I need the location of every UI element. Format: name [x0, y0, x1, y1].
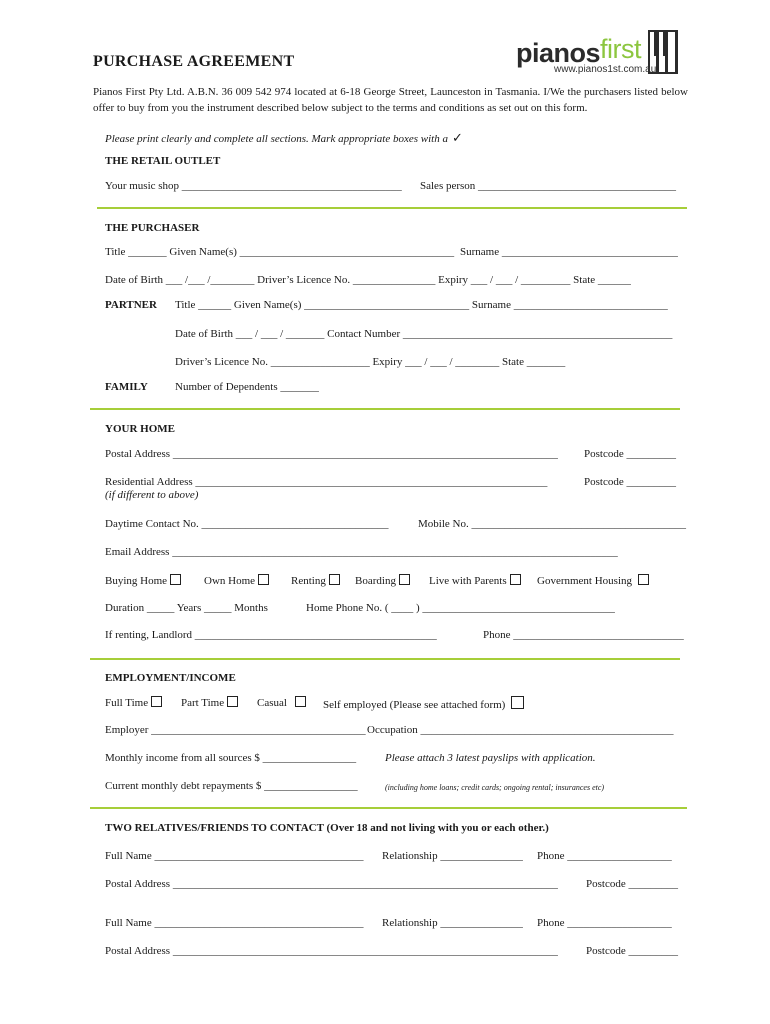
casual-checkbox[interactable] — [295, 696, 306, 707]
postcode-field[interactable]: Postcode _________ — [584, 448, 676, 460]
checkmark-icon: ✓ — [451, 130, 463, 145]
renting-label: Renting — [291, 575, 326, 587]
partner-title-given-field[interactable]: Title ______ Given Name(s) ______________________________ Surname ____________________________ — [175, 299, 668, 311]
self-employed-option[interactable] — [323, 696, 524, 711]
boarding-label: Boarding — [355, 575, 396, 587]
government-housing-checkbox[interactable] — [638, 574, 649, 585]
casual-option[interactable] — [257, 696, 306, 709]
purchaser-dob-licence-field[interactable]: Date of Birth ___ /___ /________ Driver’s Licence No. _______________ Expiry ___ / ___ / _________ State ______ — [105, 274, 631, 286]
retail-outlet-heading: THE RETAIL OUTLET — [105, 155, 221, 167]
logo-word-first: first — [600, 34, 641, 64]
partner-label: PARTNER — [105, 299, 157, 311]
residential-address-field[interactable]: Residential Address ________________________________________________________________ — [105, 476, 548, 488]
relative2-relationship-field[interactable]: Relationship _______________ — [382, 917, 523, 929]
partner-dob-contact-field[interactable]: Date of Birth ___ / ___ / _______ Contact Number _________________________________________________ — [175, 328, 673, 340]
relative1-full-name-field[interactable]: Full Name ______________________________________ — [105, 850, 364, 862]
purchaser-title-given-field[interactable]: Title _______ Given Name(s) _______________________________________ — [105, 246, 455, 258]
dependents-field[interactable]: Number of Dependents _______ — [175, 381, 319, 393]
section-divider — [90, 658, 680, 660]
logo-word-pianos: pianos — [516, 38, 601, 68]
part-time-label: Part Time — [181, 697, 225, 709]
relative1-postal-field[interactable]: Postal Address ______________________________________________________________________ — [105, 878, 558, 890]
section-divider — [90, 408, 680, 410]
monthly-income-field[interactable]: Monthly income from all sources $ _________________ — [105, 752, 357, 764]
live-with-parents-option[interactable] — [429, 574, 521, 587]
buying-home-label: Buying Home — [105, 575, 168, 587]
page-title: PURCHASE AGREEMENT — [93, 53, 295, 70]
own-home-option[interactable] — [204, 574, 269, 587]
relative2-phone-field[interactable]: Phone ___________________ — [537, 917, 672, 929]
relative1-postcode-field[interactable]: Postcode _________ — [586, 878, 678, 890]
debt-repayments-field[interactable]: Current monthly debt repayments $ _________________ — [105, 780, 358, 792]
casual-label: Casual — [257, 697, 287, 709]
employment-heading: EMPLOYMENT/INCOME — [105, 672, 236, 684]
section-divider — [90, 807, 687, 809]
part-time-checkbox[interactable] — [227, 696, 238, 707]
purchaser-surname-field[interactable]: Surname ________________________________ — [460, 246, 678, 258]
full-time-label: Full Time — [105, 697, 149, 709]
partner-licence-field[interactable]: Driver’s Licence No. __________________ Expiry ___ / ___ / ________ State _______ — [175, 356, 566, 368]
live-with-parents-checkbox[interactable] — [510, 574, 521, 585]
self-employed-label: Self employed (Please see attached form) — [323, 699, 506, 711]
logo-url: www.pianos1st.com.au — [554, 64, 657, 75]
renting-option[interactable] — [291, 574, 340, 587]
own-home-checkbox[interactable] — [258, 574, 269, 585]
renting-checkbox[interactable] — [329, 574, 340, 585]
own-home-label: Own Home — [204, 575, 256, 587]
if-different-note: (if different to above) — [105, 489, 199, 501]
occupation-field[interactable]: Occupation ______________________________________________ — [367, 724, 674, 736]
intro-paragraph: Pianos First Pty Ltd. A.B.N. 36 009 542 974 located at 6-18 George Street, Launceston in Tasmania. I/We the purchasers listed below offer to buy from you the instrument described below subject to the terms and conditions as set out on this form. — [93, 86, 688, 114]
buying-home-checkbox[interactable] — [170, 574, 181, 585]
payslips-note: Please attach 3 latest payslips with application. — [385, 752, 596, 764]
section-divider — [97, 207, 687, 209]
daytime-contact-field[interactable]: Daytime Contact No. __________________________________ — [105, 518, 389, 530]
home-phone-field[interactable]: Home Phone No. ( ____ ) ___________________________________ — [306, 602, 615, 614]
relatives-heading: TWO RELATIVES/FRIENDS TO CONTACT (Over 18 and not living with you or each other.) — [105, 822, 549, 834]
employer-field[interactable]: Employer _______________________________________ — [105, 724, 366, 736]
live-with-parents-label: Live with Parents — [429, 575, 507, 587]
boarding-checkbox[interactable] — [399, 574, 410, 585]
instructions — [105, 130, 463, 146]
instructions-text: Please print clearly and complete all sections. Mark appropriate boxes with a — [105, 133, 448, 145]
landlord-phone-field[interactable]: Phone _______________________________ — [483, 629, 684, 641]
government-housing-option[interactable] — [537, 574, 649, 587]
self-employed-checkbox[interactable] — [511, 696, 524, 709]
family-label: FAMILY — [105, 381, 148, 393]
landlord-field[interactable]: If renting, Landlord ____________________________________________ — [105, 629, 437, 641]
boarding-option[interactable] — [355, 574, 410, 587]
buying-home-option[interactable] — [105, 574, 181, 587]
pianos-first-logo — [514, 30, 680, 78]
relative2-postcode-field[interactable]: Postcode _________ — [586, 945, 678, 957]
email-field[interactable]: Email Address _________________________________________________________________________________ — [105, 546, 618, 558]
sales-person-field[interactable]: Sales person ____________________________________ — [420, 180, 677, 192]
purchaser-heading: THE PURCHASER — [105, 222, 200, 234]
part-time-option[interactable] — [181, 696, 238, 709]
duration-field[interactable]: Duration _____ Years _____ Months — [105, 602, 268, 614]
your-home-heading: YOUR HOME — [105, 423, 175, 435]
full-time-checkbox[interactable] — [151, 696, 162, 707]
relative2-full-name-field[interactable]: Full Name ______________________________________ — [105, 917, 364, 929]
music-shop-field[interactable]: Your music shop ________________________________________ — [105, 180, 402, 192]
full-time-option[interactable] — [105, 696, 162, 709]
relative1-relationship-field[interactable]: Relationship _______________ — [382, 850, 523, 862]
relative2-postal-field[interactable]: Postal Address ______________________________________________________________________ — [105, 945, 558, 957]
residential-postcode-field[interactable]: Postcode _________ — [584, 476, 676, 488]
postal-address-field[interactable]: Postal Address ______________________________________________________________________ — [105, 448, 558, 460]
debt-note: (including home loans; credit cards; ongoing rental; insurances etc) — [385, 783, 605, 792]
relative1-phone-field[interactable]: Phone ___________________ — [537, 850, 672, 862]
mobile-field[interactable]: Mobile No. _______________________________________ — [418, 518, 686, 530]
government-housing-label: Government Housing — [537, 575, 633, 587]
